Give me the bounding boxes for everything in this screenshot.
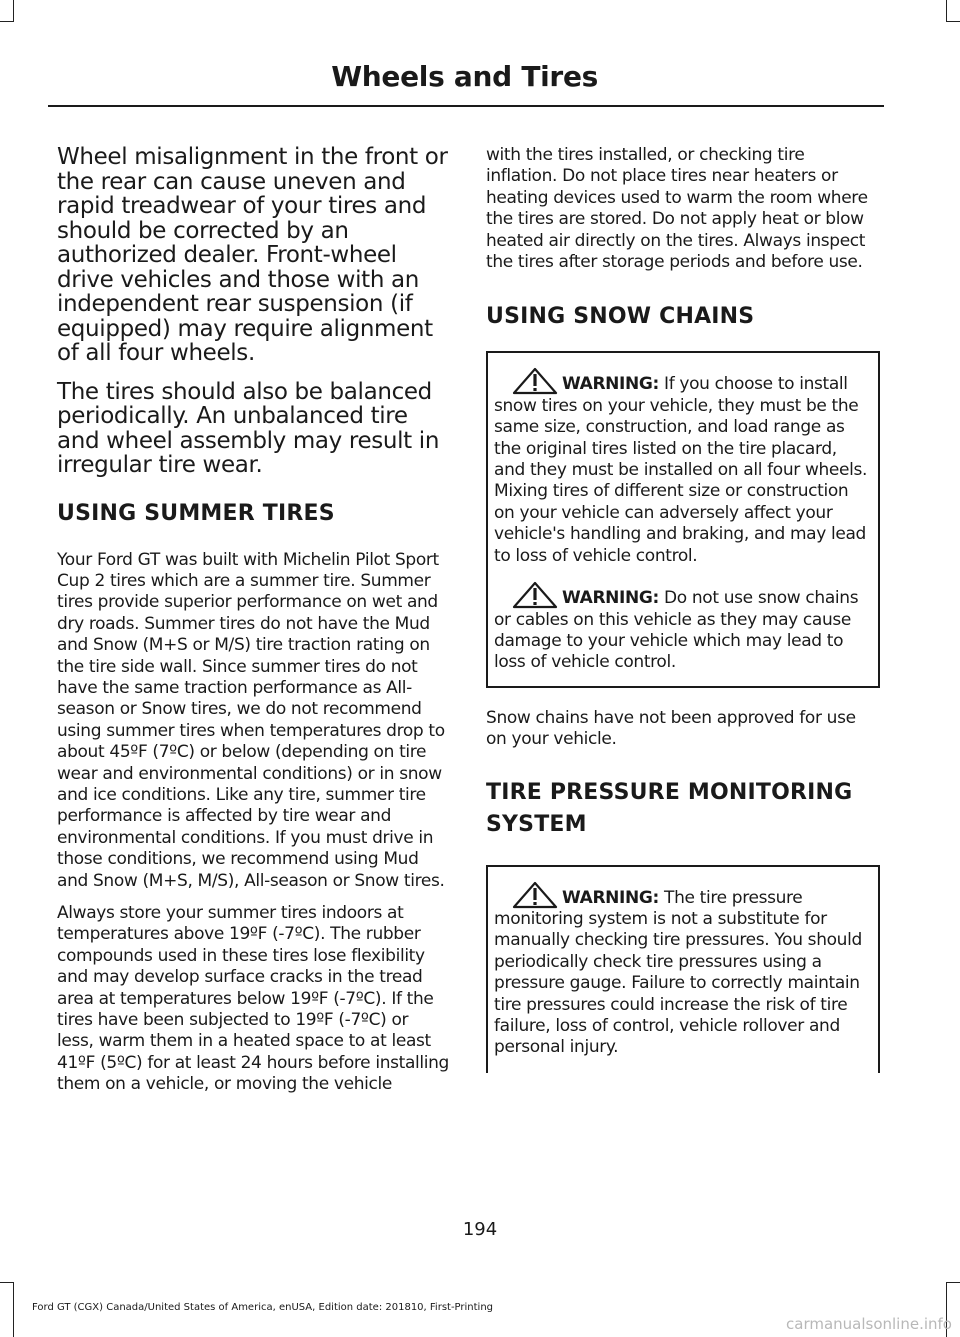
warning-no-chains bbox=[494, 581, 870, 674]
heading-tpms bbox=[486, 777, 880, 841]
left-column bbox=[57, 145, 449, 1107]
warning-triangle-icon bbox=[512, 367, 558, 395]
crop-mark bbox=[0, 1282, 14, 1283]
page-number: 194 bbox=[462, 1219, 498, 1240]
warning-box-tpms bbox=[486, 865, 880, 1073]
warning-text: The tire pressure monitoring system is not a substitute for manually checking tire pressures. You should periodically check tire pressures using a pressure gauge. Failure to correctly maintain tire pressures could increase the risk of tire failure, loss of control, vehicle rollover and personal injury. bbox=[494, 887, 862, 1058]
warning-label: WARNING: bbox=[562, 374, 659, 395]
warning-snow-tires bbox=[494, 367, 870, 567]
footer-edition-info: Ford GT (CGX) Canada/United States of America, enUSA, Edition date: 201810, First-Printing bbox=[32, 1302, 494, 1313]
paragraph-snow-chains-approval: Snow chains have not been approved for use on your vehicle. bbox=[486, 707, 856, 750]
warning-triangle-icon bbox=[512, 581, 558, 609]
right-column bbox=[486, 145, 880, 1089]
paragraph-storage-continued: with the tires installed, or checking tire inflation. Do not place tires near heaters or heating devices used to warm the room where the tires are stored. Do not apply heat or blow heated air directly on the tires. Always inspect the tires after storage periods and before use. bbox=[486, 145, 868, 273]
warning-tpms bbox=[494, 881, 870, 1059]
crop-mark bbox=[946, 1282, 960, 1283]
crop-mark bbox=[946, 0, 947, 22]
warning-box-snow-chains bbox=[486, 351, 880, 687]
paragraph-wheel-misalignment: Wheel misalignment in the front or the rear can cause uneven and rapid treadwear of your tires and should be corrected by an authorized dealer. Front-wheel drive vehicles and those with an independent rear suspension (if equipped) may require alignment of all four wheels. bbox=[57, 144, 448, 366]
crop-mark bbox=[13, 1282, 14, 1337]
warning-label: WARNING: bbox=[562, 887, 659, 908]
heading-tpms-line2: SYSTEM bbox=[486, 811, 587, 837]
warning-label: WARNING: bbox=[562, 588, 659, 609]
paragraph-summer-storage: Always store your summer tires indoors at temperatures above 19ºF (-7ºC). The rubber compounds used in these tires lose flexibility and may develop surface cracks in the tread area at temperatures below 19ºF (-7ºC). If the tires have been subjected to 19ºF (-7ºC) or less, warm them in a heated space to at least 41ºF (5ºC) for at least 24 hours before installing them on a vehicle, or moving the vehicle bbox=[57, 903, 450, 1095]
heading-summer-tires: USING SUMMER TIRES bbox=[57, 500, 335, 526]
watermark: carmanualsonline.info bbox=[786, 1315, 952, 1333]
heading-snow-chains: USING SNOW CHAINS bbox=[486, 304, 755, 330]
header-divider bbox=[48, 105, 884, 107]
warning-text: Do not use snow chains or cables on this vehicle as they may cause damage to your vehicle which may lead to loss of vehicle control. bbox=[494, 588, 859, 673]
crop-mark bbox=[13, 0, 14, 22]
page-title: Wheels and Tires bbox=[331, 60, 598, 93]
paragraph-tire-balancing: The tires should also be balanced periodically. An unbalanced tire and wheel assembly may result in irregular tire wear. bbox=[57, 378, 440, 478]
warning-text: If you choose to install snow tires on your vehicle, they must be the same size, construction, and load range as the original tires listed on the tire placard, and they must be installed on all four wheels. Mixing tires of different size or construction on your vehicle can adversely affect your vehicle's handling and braking, and may lead to loss of vehicle control. bbox=[494, 374, 868, 566]
crop-mark bbox=[0, 21, 14, 22]
heading-tpms-line1: TIRE PRESSURE MONITORING bbox=[486, 779, 853, 805]
warning-triangle-icon bbox=[512, 881, 558, 909]
crop-mark bbox=[946, 21, 960, 22]
paragraph-summer-tires: Your Ford GT was built with Michelin Pilot Sport Cup 2 tires which are a summer tire. Summer tires provide superior performance on wet and dry roads. Summer tires do not have the Mud and Snow (M+S or M/S) tire traction rating on the tire side wall. Since summer tires do not have the same traction performance as All-season or Snow tires, we do not recommend using summer tires when temperatures drop to about 45ºF (7ºC) or below (depending on tire wear and environmental conditions) or in snow and ice conditions. Like any tire, summer tire performance is affected by tire wear and environmental conditions. If you must drive in those conditions, we recommend using Mud and Snow (M+S, M/S), All-season or Snow tires. bbox=[57, 549, 445, 891]
